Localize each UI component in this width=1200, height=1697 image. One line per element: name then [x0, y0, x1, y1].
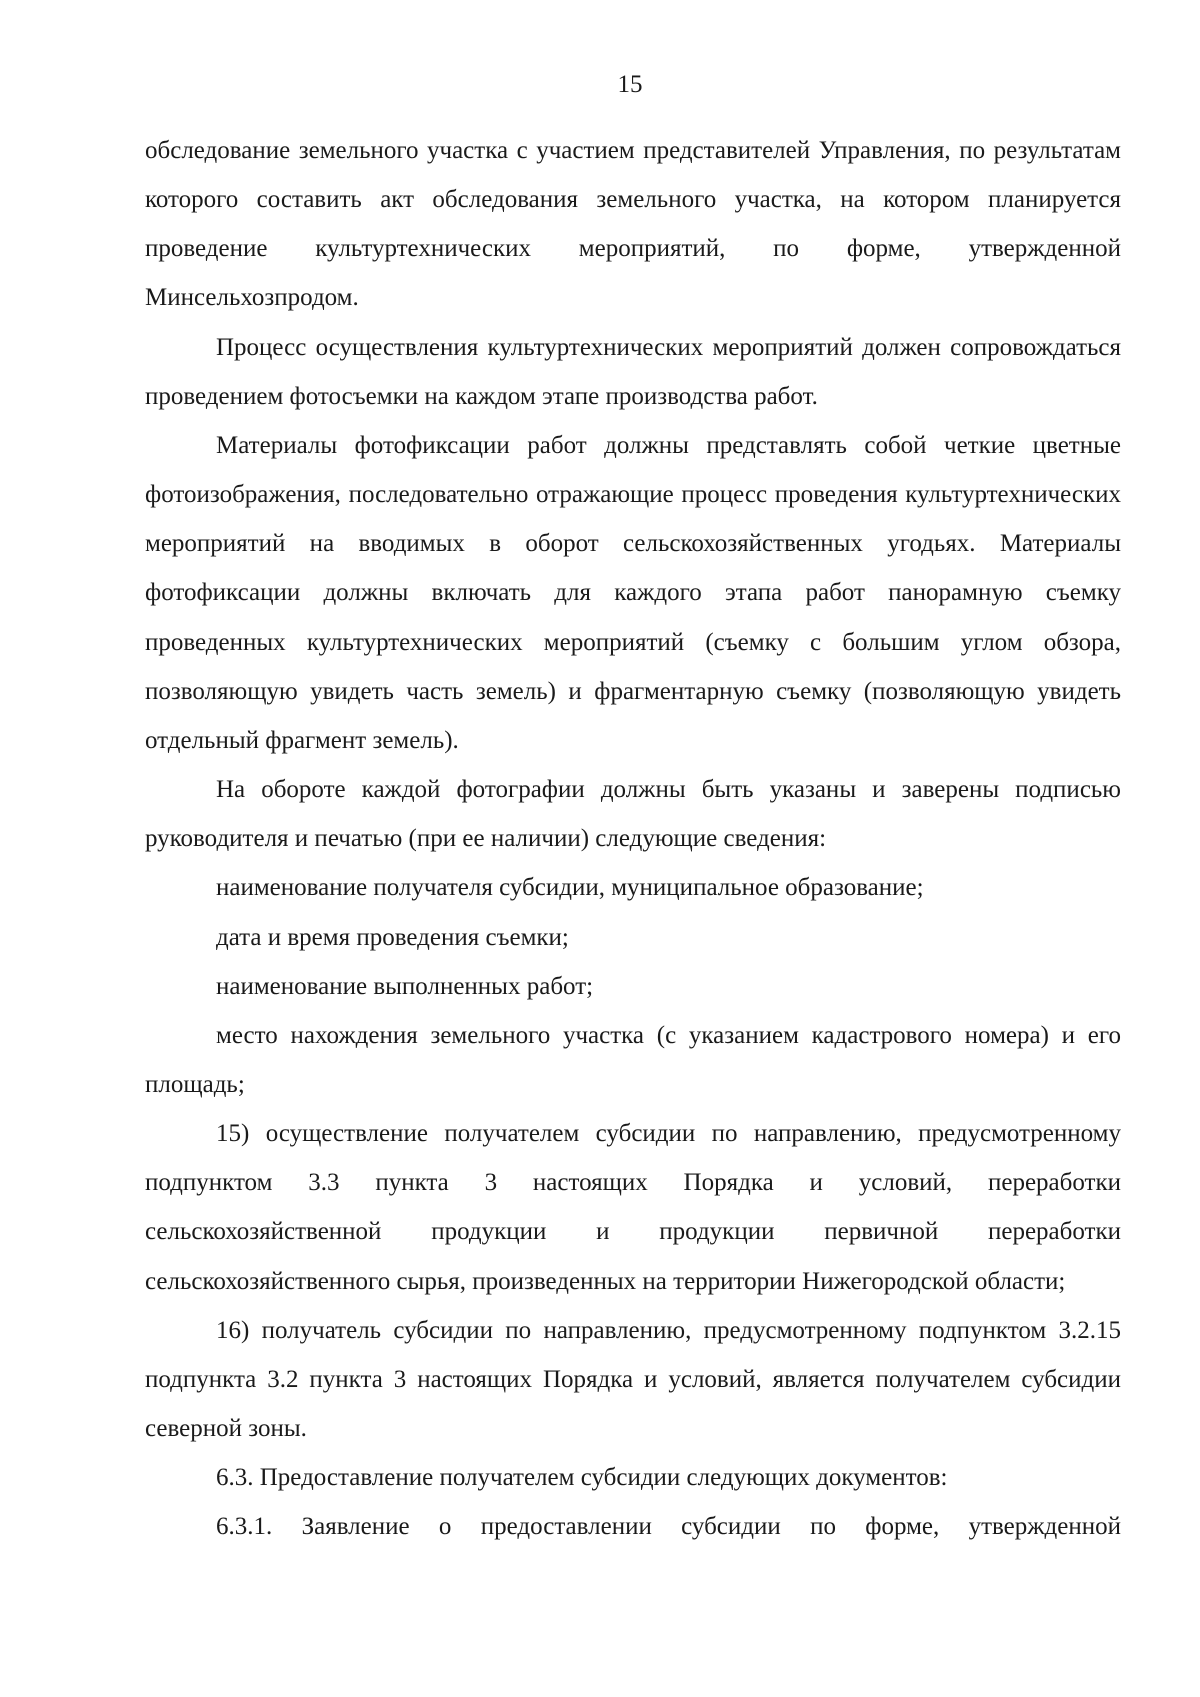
- list-item-works-name: наименование выполненных работ;: [216, 972, 594, 1000]
- paragraph-item-15: 15) осуществление получателем субсидии по направлению, предусмотренному подпунктом 3.3 пункта 3 настоящих Порядка и условий, переработки сельскохозяйственной продукции и продукции первичной переработки сельскохозяйственного сырья, произведенных на территории Нижегородской области;: [145, 1120, 1121, 1295]
- paragraph-survey-continuation: обследование земельного участка с участием представителей Управления, по результатам которого составить акт обследования земельного участка, на котором планируется проведение культуртехнических мероприятий, по форме, утвержденной Минсельхозпродом.: [145, 137, 1121, 312]
- list-item-recipient-name: наименование получателя субсидии, муниципальное образование;: [216, 874, 924, 902]
- body-text: [145, 126, 1121, 1552]
- page-number: 15: [617, 71, 643, 98]
- paragraph-photo-process: Процесс осуществления культуртехнических мероприятий должен сопровождаться проведением фотосъемки на каждом этапе производства работ.: [145, 333, 1121, 410]
- list-item-date-time: дата и время проведения съемки;: [216, 923, 569, 951]
- paragraph-photo-materials: Материалы фотофиксации работ должны представлять собой четкие цветные фотоизображения, последовательно отражающие процесс проведения культуртехнических мероприятий на вводимых в оборот сельскохозяйственных угодьях. Материалы фотофиксации должны включать для каждого этапа работ панорамную съемку проведенных культуртехнических мероприятий (съемку с большим углом обзора, позволяющую увидеть часть земель) и фрагментарную съемку (позволяющую увидеть отдельный фрагмент земель).: [145, 431, 1121, 754]
- paragraph-photo-reverse: На обороте каждой фотографии должны быть указаны и заверены подписью руководителя и печатью (при ее наличии) следующие сведения:: [145, 776, 1121, 853]
- paragraph-section-6-3: 6.3. Предоставление получателем субсидии следующих документов:: [216, 1464, 948, 1492]
- paragraph-item-16: 16) получатель субсидии по направлению, предусмотренному подпунктом 3.2.15 подпункта 3.2 пункта 3 настоящих Порядка и условий, является получателем субсидии северной зоны.: [145, 1316, 1121, 1443]
- list-item-land-location: место нахождения земельного участка (с указанием кадастрового номера) и его площадь;: [145, 1021, 1121, 1098]
- paragraph-section-6-3-1: 6.3.1. Заявление о предоставлении субсидии по форме, утвержденной: [216, 1513, 1121, 1541]
